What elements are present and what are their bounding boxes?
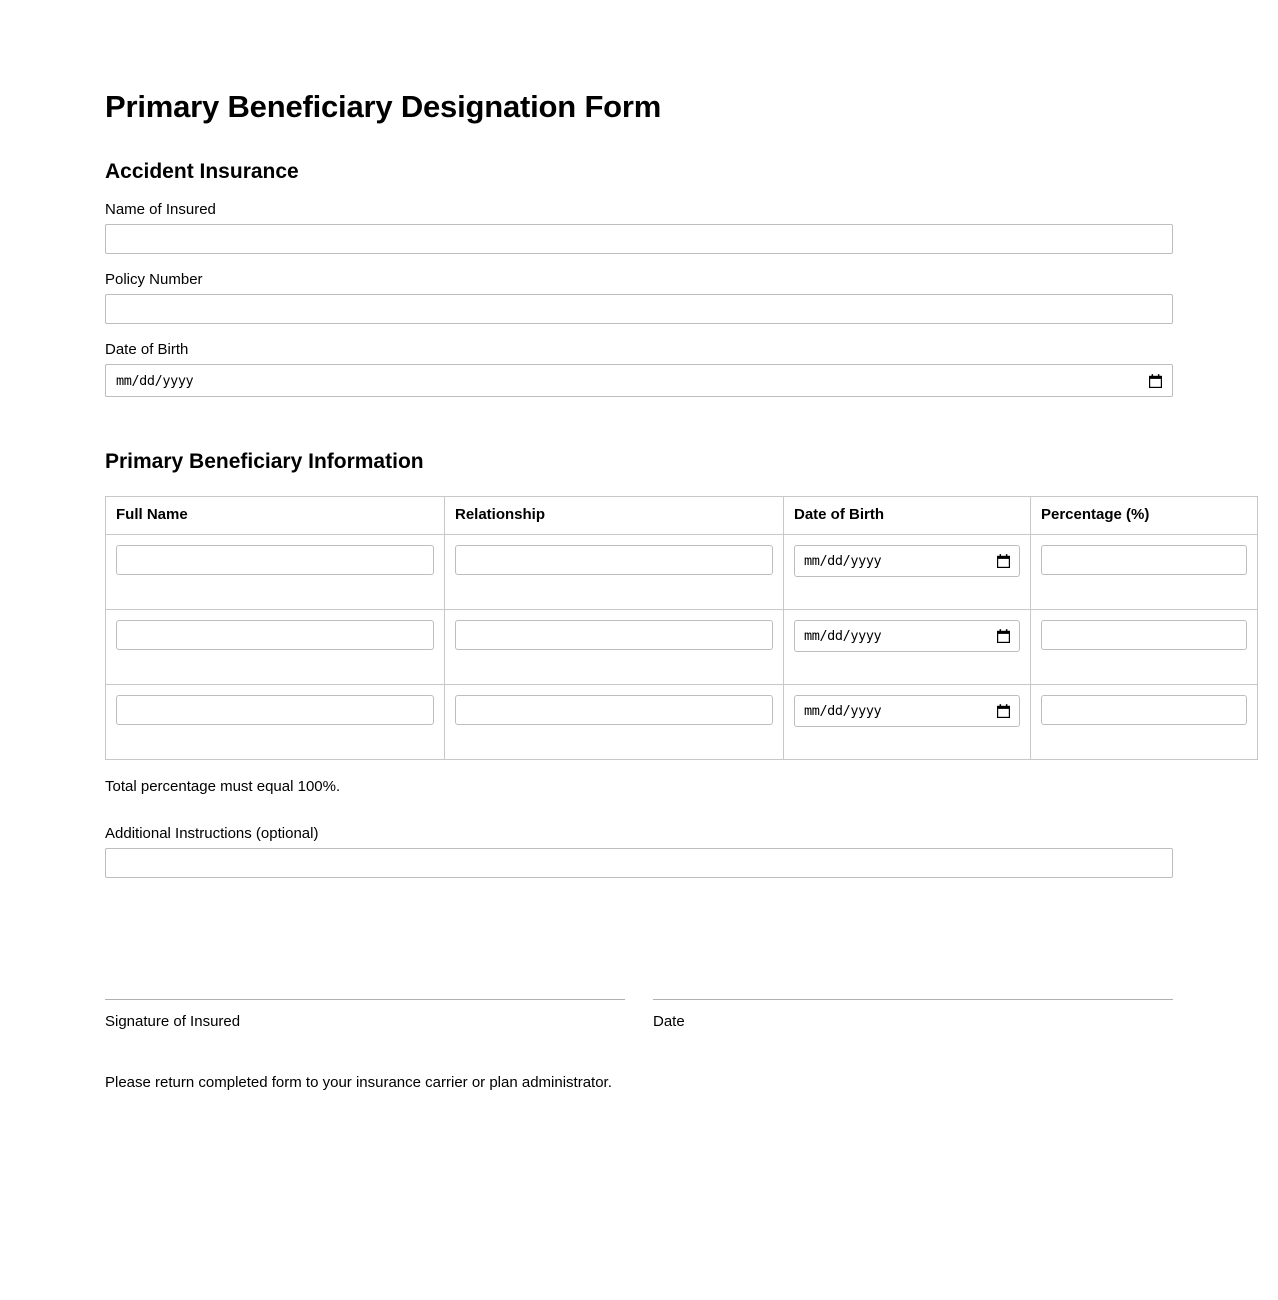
beneficiary-3-percentage-input[interactable]: [1041, 695, 1247, 725]
column-header-date-of-birth: Date of Birth: [784, 496, 1031, 534]
policy-number-input[interactable]: [105, 294, 1173, 324]
cell-relationship: [445, 684, 784, 759]
name-of-insured-input[interactable]: [105, 224, 1173, 254]
date-of-birth-placeholder: mm/dd/yyyy: [116, 372, 194, 389]
date-of-birth-label: Date of Birth: [105, 341, 189, 359]
beneficiary-2-date-of-birth-input[interactable]: [794, 620, 1020, 652]
cell-percentage: [1031, 534, 1258, 609]
beneficiary-3-full-name-input[interactable]: [116, 695, 434, 725]
cell-percentage: [1031, 684, 1258, 759]
field-additional-instructions: [105, 824, 1173, 878]
field-policy-number: [105, 270, 1173, 324]
beneficiary-2-percentage-input[interactable]: [1041, 620, 1247, 650]
beneficiary-2-date-placeholder: mm/dd/yyyy: [804, 627, 882, 644]
beneficiary-3-date-placeholder: mm/dd/yyyy: [804, 702, 882, 719]
field-date-of-birth: [105, 340, 1173, 397]
table-row: [106, 534, 1258, 609]
calendar-icon[interactable]: [997, 704, 1010, 718]
beneficiary-1-date-placeholder: mm/dd/yyyy: [804, 552, 882, 569]
table-header-row: [106, 496, 1258, 534]
name-of-insured-label: Name of Insured: [105, 201, 216, 219]
cell-relationship: [445, 609, 784, 684]
cell-date-of-birth: [784, 684, 1031, 759]
signature-of-insured-label: Signature of Insured: [105, 1012, 241, 1030]
cell-date-of-birth: [784, 609, 1031, 684]
section-heading-accident-insurance: Accident Insurance: [105, 160, 299, 184]
beneficiary-2-relationship-input[interactable]: [455, 620, 773, 650]
page-title: Primary Beneficiary Designation Form: [105, 89, 662, 124]
additional-instructions-label: Additional Instructions (optional): [105, 824, 319, 842]
beneficiary-1-date-of-birth-input[interactable]: [794, 545, 1020, 577]
total-percentage-note: Total percentage must equal 100%.: [105, 777, 341, 795]
cell-full-name: [106, 609, 445, 684]
signature-date-label: Date: [653, 1012, 685, 1030]
column-header-full-name: Full Name: [106, 496, 445, 534]
cell-full-name: [106, 684, 445, 759]
signature-date-block: [653, 999, 1173, 1031]
beneficiary-1-percentage-input[interactable]: [1041, 545, 1247, 575]
beneficiary-table: [105, 496, 1258, 760]
cell-full-name: [106, 534, 445, 609]
policy-number-label: Policy Number: [105, 271, 203, 289]
additional-instructions-input[interactable]: [105, 848, 1173, 878]
calendar-icon[interactable]: [1149, 374, 1162, 388]
beneficiary-1-full-name-input[interactable]: [116, 545, 434, 575]
signature-date-line[interactable]: [653, 999, 1173, 1000]
cell-relationship: [445, 534, 784, 609]
signature-area: [105, 999, 1173, 1031]
cell-percentage: [1031, 609, 1258, 684]
beneficiary-3-date-of-birth-input[interactable]: [794, 695, 1020, 727]
beneficiary-2-full-name-input[interactable]: [116, 620, 434, 650]
footer-note: Please return completed form to your insurance carrier or plan administrator.: [105, 1073, 612, 1091]
table-row: [106, 609, 1258, 684]
calendar-icon[interactable]: [997, 554, 1010, 568]
cell-date-of-birth: [784, 534, 1031, 609]
beneficiary-3-relationship-input[interactable]: [455, 695, 773, 725]
calendar-icon[interactable]: [997, 629, 1010, 643]
signature-line[interactable]: [105, 999, 625, 1000]
field-name-of-insured: [105, 200, 1173, 254]
column-header-relationship: Relationship: [445, 496, 784, 534]
table-row: [106, 684, 1258, 759]
date-of-birth-input[interactable]: [105, 364, 1173, 397]
column-header-percentage: Percentage (%): [1031, 496, 1258, 534]
signature-block: [105, 999, 625, 1031]
section-heading-beneficiary-information: Primary Beneficiary Information: [105, 450, 424, 474]
beneficiary-1-relationship-input[interactable]: [455, 545, 773, 575]
